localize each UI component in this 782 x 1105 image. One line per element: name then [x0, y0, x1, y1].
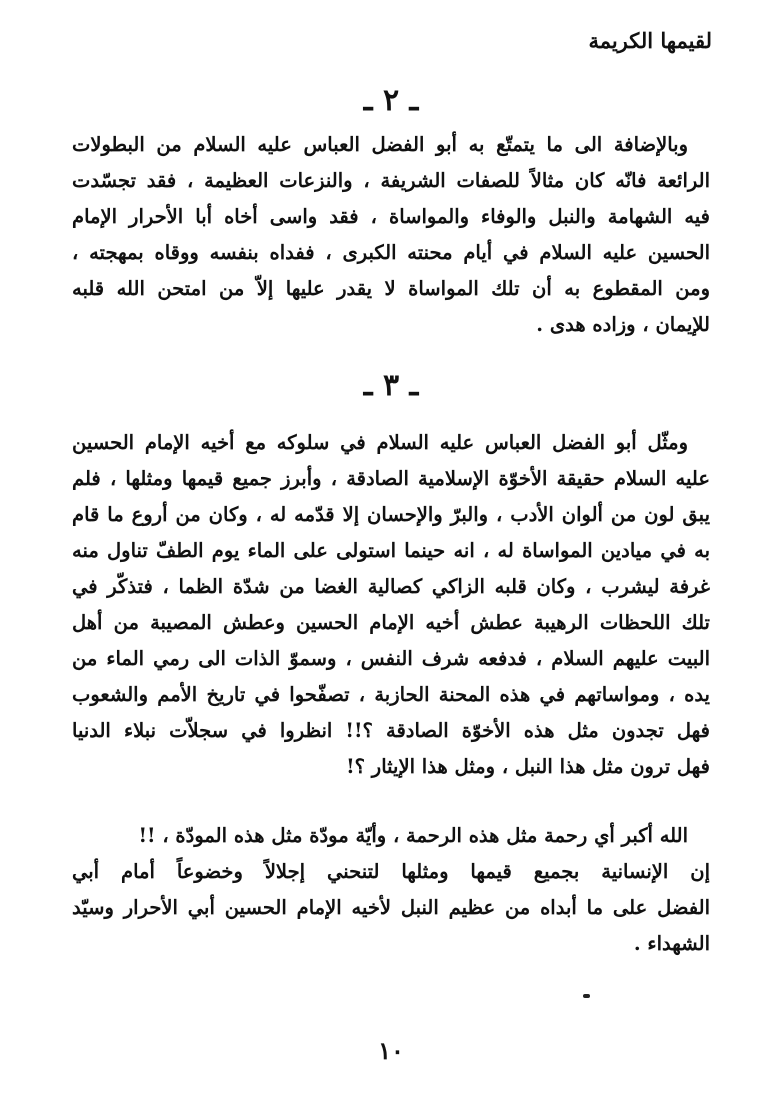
paragraph-line: الرائعة فانّه كان مثالاً للصفات الشريفة ، والنزعات العظيمة ، فقد تجسّدت — [72, 169, 710, 192]
running-head: لقيمها الكريمة — [588, 28, 712, 53]
ink-speck — [583, 994, 590, 998]
paragraph-line: غرفة ليشرب ، وكان قلبه الزاكي كصالية الغضا من شدّة الظما ، فتذكّر في — [72, 575, 710, 598]
paragraph-line: ومن المقطوع به أن تلك المواساة لا يقدر عليها إلاّ من امتحن الله قلبه — [72, 277, 710, 300]
paragraph-line: يده ، ومواساتهم في هذه المحنة الحازبة ، تصفّحوا في تاريخ الأمم والشعوب — [72, 683, 710, 706]
paragraph-section-2 — [72, 127, 710, 343]
paragraph-line: البيت عليهم السلام ، فدفعه شرف النفس ، وسموّ الذات الى رمي الماء من — [72, 647, 710, 670]
paragraph-line: فهل تجدون مثل هذه الأخوّة الصادقة ؟!! انظروا في سجلاّت نبلاء الدنيا — [72, 719, 710, 742]
paragraph-line: إن الإنسانية بجميع قيمها ومثلها لتنحني إجلالاً وخضوعاً أمام أبي — [72, 860, 710, 883]
paragraph-line: للإيمان ، وزاده هدى . — [536, 313, 710, 336]
paragraph-line: تلك اللحظات الرهيبة عطش أخيه الإمام الحسين وعطش المصيبة من أهل — [72, 611, 710, 634]
section-number-3: ـ ٣ ـ — [363, 368, 419, 403]
paragraph-section-3 — [72, 425, 710, 785]
paragraph-line: ومثّل أبو الفضل العباس عليه السلام في سلوكه مع أخيه الإمام الحسين — [72, 431, 688, 454]
section-number-2: ـ ٢ ـ — [363, 83, 419, 118]
closing-paragraph — [72, 854, 710, 962]
paragraph-line: الشهداء . — [633, 932, 710, 955]
exclamation-paragraph — [72, 818, 710, 854]
paragraph-line: فهل ترون مثل هذا النبل ، ومثل هذا الإيثار ؟! — [346, 755, 710, 778]
paragraph-line: يبق لون من ألوان الأدب ، والبرّ والإحسان إلا قدّمه له ، وكان من أروع ما قام — [72, 503, 710, 526]
paragraph-line: به في ميادين المواساة له ، انه حينما استولى على الماء يوم الطفّ تناول منه — [72, 539, 710, 562]
page-number: ١٠ — [378, 1036, 404, 1065]
paragraph-line: عليه السلام حقيقة الأخوّة الإسلامية الصادقة ، وأبرز جميع قيمها ومثلها ، فلم — [72, 467, 710, 490]
paragraph-line: الفضل على ما أبداه من عظيم النبل لأخيه الإمام الحسين أبي الأحرار وسيّد — [72, 896, 710, 919]
paragraph-line: وبالإضافة الى ما يتمتّع به أبو الفضل العباس عليه السلام من البطولات — [72, 133, 688, 156]
paragraph-line: الله أكبر أي رحمة مثل هذه الرحمة ، وأيّة مودّة مثل هذه المودّة ، !! — [138, 824, 688, 847]
paragraph-line: الحسين عليه السلام في أيام محنته الكبرى ، ففداه بنفسه ووقاه بمهجته ، — [72, 241, 710, 264]
paragraph-line: فيه الشهامة والنبل والوفاء والمواساة ، فقد واسى أخاه أبا الأحرار الإمام — [72, 205, 710, 228]
